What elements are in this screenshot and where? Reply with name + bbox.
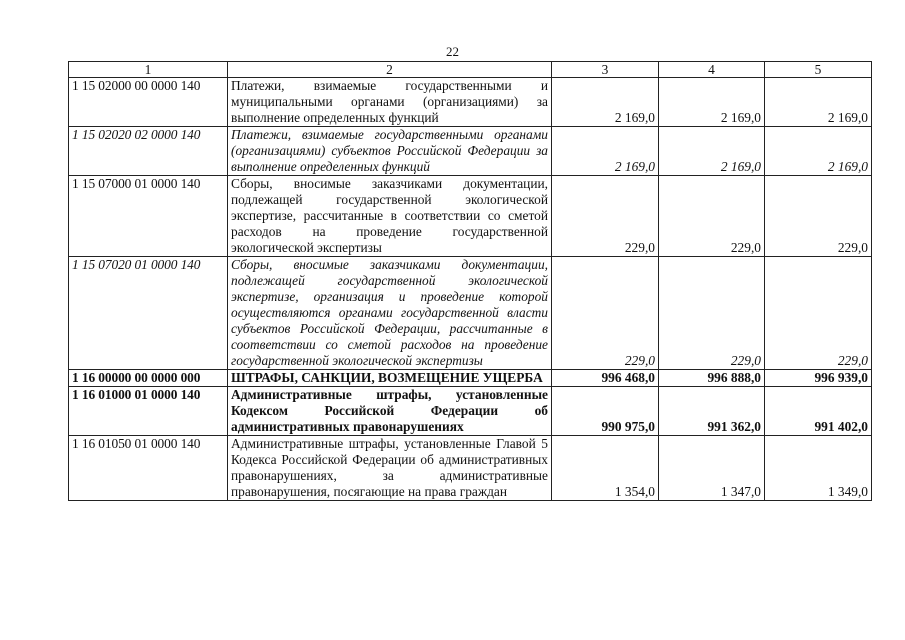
row-description: Административные штрафы, установленные Кодексом Российской Федерации об административных правонарушениях <box>228 387 552 436</box>
budget-table <box>68 61 872 501</box>
row-value-year3: 1 349,0 <box>765 436 872 501</box>
row-value-year1: 2 169,0 <box>552 78 659 127</box>
row-value-year3: 2 169,0 <box>765 127 872 176</box>
header-col-3: 3 <box>552 62 659 78</box>
row-value-year1: 2 169,0 <box>552 127 659 176</box>
table-row <box>69 436 872 501</box>
table-row <box>69 370 872 387</box>
table-row <box>69 257 872 370</box>
row-value-year1: 990 975,0 <box>552 387 659 436</box>
row-value-year1: 1 354,0 <box>552 436 659 501</box>
row-value-year1: 229,0 <box>552 176 659 257</box>
row-value-year3: 991 402,0 <box>765 387 872 436</box>
row-description: Сборы, вносимые заказчиками документации, подлежащей государственной экологической экспертизе, организация и проведение которой осуществляются органами государственной власти субъектов Российской Федерации, рассчитанные в соответствии со сметой расходов на проведение государственной экологической экспертизы <box>228 257 552 370</box>
row-value-year2: 1 347,0 <box>659 436 765 501</box>
row-code: 1 15 07000 01 0000 140 <box>69 176 228 257</box>
row-value-year1: 229,0 <box>552 257 659 370</box>
row-value-year2: 996 888,0 <box>659 370 765 387</box>
row-value-year2: 229,0 <box>659 176 765 257</box>
header-col-1: 1 <box>69 62 228 78</box>
table-row <box>69 387 872 436</box>
row-code: 1 15 07020 01 0000 140 <box>69 257 228 370</box>
page-number: 22 <box>446 44 459 59</box>
table-header-row <box>69 62 872 78</box>
row-description: Платежи, взимаемые государственными органами (организациями) субъектов Российской Федерации за выполнение определенных функций <box>228 127 552 176</box>
header-col-5: 5 <box>765 62 872 78</box>
row-description: ШТРАФЫ, САНКЦИИ, ВОЗМЕЩЕНИЕ УЩЕРБА <box>228 370 552 387</box>
row-code: 1 16 01050 01 0000 140 <box>69 436 228 501</box>
row-code: 1 16 00000 00 0000 000 <box>69 370 228 387</box>
row-value-year2: 2 169,0 <box>659 127 765 176</box>
row-description: Платежи, взимаемые государственными и муниципальными органами (организациями) за выполнение определенных функций <box>228 78 552 127</box>
header-col-4: 4 <box>659 62 765 78</box>
row-value-year2: 991 362,0 <box>659 387 765 436</box>
row-value-year3: 229,0 <box>765 176 872 257</box>
row-description: Административные штрафы, установленные Главой 5 Кодекса Российской Федерации об административных правонарушениях, за административные правонарушения, посягающие на права граждан <box>228 436 552 501</box>
row-value-year1: 996 468,0 <box>552 370 659 387</box>
row-code: 1 16 01000 01 0000 140 <box>69 387 228 436</box>
row-value-year3: 2 169,0 <box>765 78 872 127</box>
row-value-year3: 996 939,0 <box>765 370 872 387</box>
table-row <box>69 176 872 257</box>
header-col-2: 2 <box>228 62 552 78</box>
row-value-year3: 229,0 <box>765 257 872 370</box>
row-description: Сборы, вносимые заказчиками документации, подлежащей государственной экологической экспертизе, рассчитанные в соответствии со сметой расходов на проведение государственной экологической экспертизы <box>228 176 552 257</box>
table-row <box>69 78 872 127</box>
row-value-year2: 2 169,0 <box>659 78 765 127</box>
row-value-year2: 229,0 <box>659 257 765 370</box>
table-row <box>69 127 872 176</box>
row-code: 1 15 02000 00 0000 140 <box>69 78 228 127</box>
row-code: 1 15 02020 02 0000 140 <box>69 127 228 176</box>
